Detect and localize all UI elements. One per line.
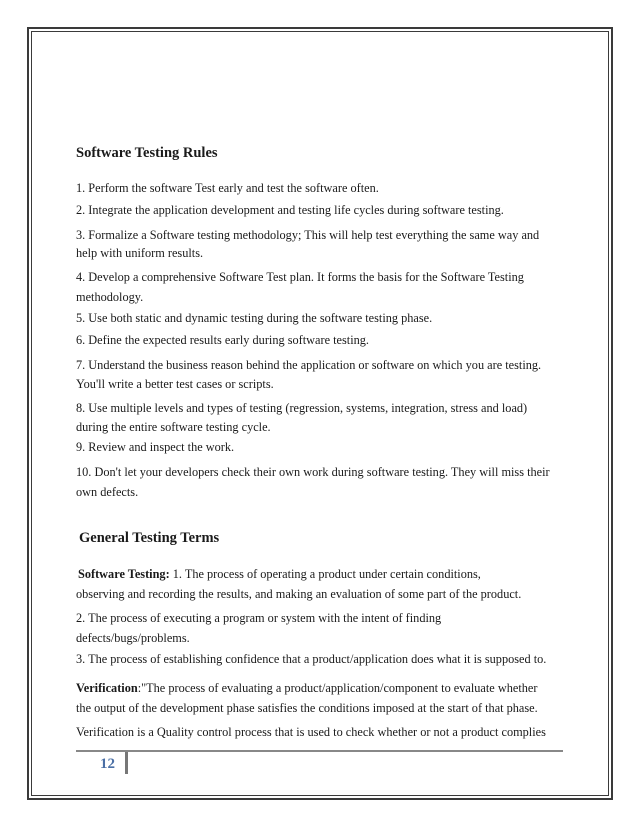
- rule-line: You'll write a better test cases or scripts.: [76, 377, 274, 391]
- rule-line: during the entire software testing cycle.: [76, 420, 271, 434]
- term-line: Verification is a Quality control process that is used to check whether or not a product complies: [76, 725, 546, 739]
- rule-line: 10. Don't let your developers check their own work during software testing. They will miss their: [76, 465, 550, 479]
- term-line: the output of the development phase satisfies the conditions imposed at the start of that phase.: [76, 701, 538, 715]
- term-definition: 1. The process of operating a product under certain conditions,: [169, 567, 481, 581]
- rule-line: 2. Integrate the application development and testing life cycles during software testing.: [76, 203, 504, 217]
- section-title-software-testing-rules: Software Testing Rules: [76, 145, 218, 161]
- page-number-bar: [125, 752, 128, 774]
- rule-line: 6. Define the expected results early during software testing.: [76, 333, 369, 347]
- rule-line: 9. Review and inspect the work.: [76, 440, 235, 454]
- section-title-general-testing-terms: General Testing Terms: [79, 530, 220, 546]
- term-line: observing and recording the results, and making an evaluation of some part of the product.: [76, 587, 522, 601]
- term-definition: :"The process of evaluating a product/application/component to evaluate whether: [137, 681, 538, 695]
- rule-line: methodology.: [76, 290, 144, 304]
- term-label: Software Testing:: [78, 567, 170, 581]
- rule-line: 7. Understand the business reason behind the application or software on which you are testing.: [76, 358, 542, 372]
- rule-line: help with uniform results.: [76, 246, 204, 260]
- term-software-testing: [78, 567, 481, 581]
- term-label: Verification: [76, 681, 138, 695]
- rule-line: 8. Use multiple levels and types of testing (regression, systems, integration, stress and load): [76, 401, 528, 415]
- term-verification: [76, 681, 537, 695]
- rule-line: 4. Develop a comprehensive Software Test plan. It forms the basis for the Software Testing: [76, 270, 524, 284]
- term-line: 3. The process of establishing confidence that a product/application does what it is supposed to.: [76, 652, 547, 666]
- footer-rule: [76, 750, 563, 752]
- rule-line: 1. Perform the software Test early and test the software often.: [76, 181, 379, 195]
- rule-line: 3. Formalize a Software testing methodology; This will help test everything the same way and: [76, 228, 540, 242]
- term-line: defects/bugs/problems.: [76, 631, 190, 645]
- page-number: 12: [100, 756, 115, 772]
- rule-line: 5. Use both static and dynamic testing during the software testing phase.: [76, 311, 433, 325]
- term-line: 2. The process of executing a program or system with the intent of finding: [76, 611, 442, 625]
- rule-line: own defects.: [76, 485, 139, 499]
